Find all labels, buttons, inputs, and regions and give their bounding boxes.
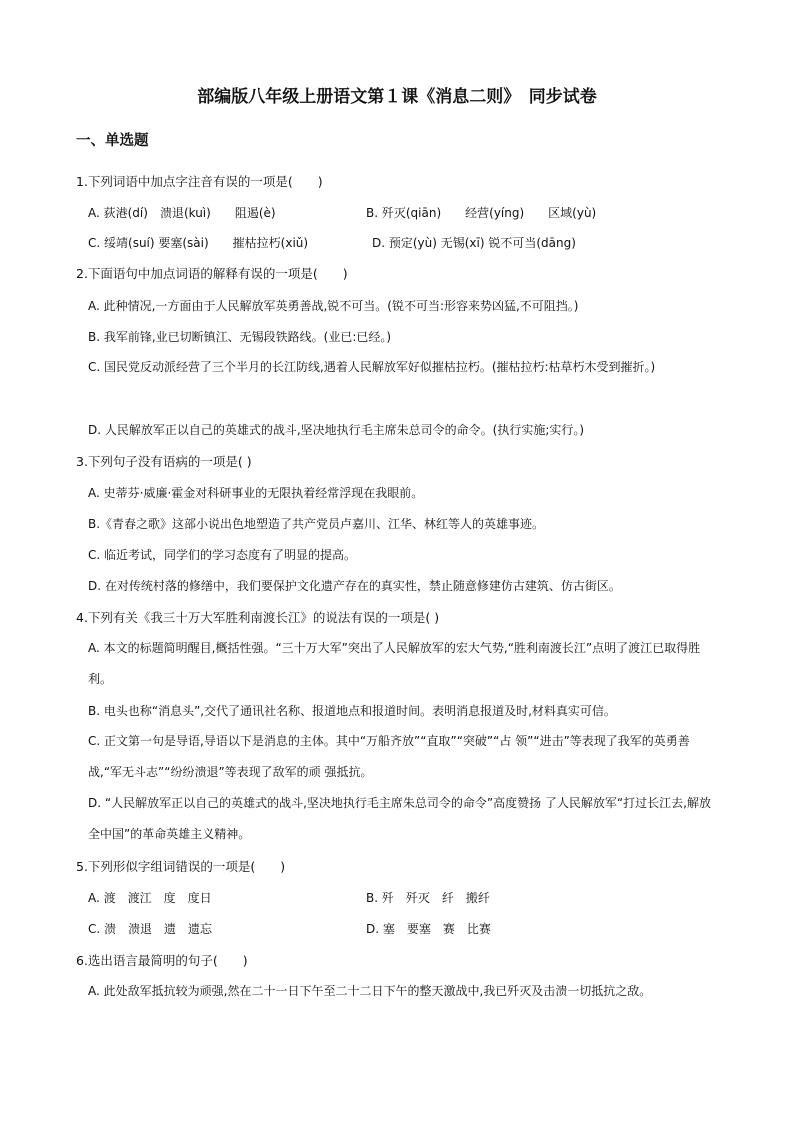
question-1-option-d: D. 预定(yù) 无锡(xī) 锐不可当(dāng) [372, 236, 576, 250]
question-3-option-b: B.《青春之歌》这部小说出色地塑造了共产党员卢嘉川、江华、林红等人的英雄事迹。 [88, 517, 545, 531]
section-heading: 一、单选题 [76, 133, 149, 149]
question-2-option-b: B. 我军前锋,业已切断镇江、无锡段铁路线。(业已:已经。) [88, 330, 392, 344]
question-2-option-c: C. 国民党反动派经营了三个半月的长江防线,遇着人民解放军好似摧枯拉朽。(摧枯拉朽:枯草朽木受到摧折。) [88, 360, 656, 374]
page-title: 部编版八年级上册语文第１课《消息二则》 同步试卷 [197, 87, 597, 107]
question-5-option-c: C. 溃 溃退 遗 遗忘 [88, 922, 213, 936]
question-4-option-d: D. “人民解放军正以自己的英雄式的战斗,坚决地执行毛主席朱总司令的命令”高度赞扬 了人民解放军“打过长江去,解放全中国”的革命英雄主义精神。 [88, 796, 711, 841]
question-1-option-b: B. 歼灭(qiān) 经营(yíng) 区域(yù) [366, 206, 597, 220]
question-5-stem: 5.下列形似字组词错误的一项是( ) [76, 859, 286, 874]
question-3-stem: 3.下列句子没有语病的一项是( ) [76, 454, 252, 469]
question-5-option-d: D. 塞 要塞 赛 比赛 [366, 922, 491, 936]
question-3-option-a: A. 史蒂芬·威廉·霍金对科研事业的无限执着经常浮现在我眼前。 [88, 486, 424, 500]
question-5-option-b: B. 歼 歼灭 纤 搬纤 [366, 891, 490, 905]
question-3-option-d: D. 在对传统村落的修缮中，我们要保护文化遗产存在的真实性，禁止随意修建仿古建筑、仿古街区。 [88, 579, 621, 593]
question-4-option-b: B. 电头也称“消息头”,交代了通讯社名称、报道地点和报道时间。表明消息报道及时,材料真实可信。 [88, 704, 616, 718]
question-2-option-a: A. 此种情况,一方面由于人民解放军英勇善战,锐不可当。(锐不可当:形容来势凶猛,不可阻挡。) [88, 299, 579, 313]
question-1-option-a: A. 荻港(dí) 溃退(kuì) 阻遏(è) [88, 206, 276, 220]
question-2-stem: 2.下面语句中加点词语的解释有误的一项是( ) [76, 266, 348, 281]
question-1-stem: 1.下列词语中加点字注音有误的一项是( ) [76, 174, 323, 189]
question-2-option-d: D. 人民解放军正以自己的英雄式的战斗,坚决地执行毛主席朱总司令的命令。(执行实施;实行。) [88, 423, 585, 437]
question-4-stem: 4.下列有关《我三十万大军胜利南渡长江》的说法有误的一项是( ) [76, 610, 440, 625]
question-1-option-c: C. 绥靖(suí) 要塞(sài) 摧枯拉朽(xiǔ) [88, 236, 309, 250]
question-4-option-a: A. 本文的标题简明醒目,概括性强。“三十万大军”突出了人民解放军的宏大气势,“胜利南渡长江”点明了渡江已取得胜利。 [88, 641, 701, 686]
question-3-option-c: C. 临近考试，同学们的学习态度有了明显的提高。 [88, 548, 357, 562]
question-5-option-a: A. 渡 渡江 度 度日 [88, 891, 212, 905]
question-6-stem: 6.选出语言最简明的句子( ) [76, 953, 248, 968]
question-4-option-c: C. 正文第一句是导语,导语以下是消息的主体。其中“万船齐放”“直取”“突破”“占 领”“进击”等表现了我军的英勇善战,“军无斗志”“纷纷溃退”等表现了敌军的顽 强抵抗。 [88, 734, 690, 779]
question-6-option-a: A. 此处敌军抵抗较为顽强,然在二十一日下午至二十二日下午的整天激战中,我已歼灭及击溃一切抵抗之敌。 [88, 984, 652, 998]
